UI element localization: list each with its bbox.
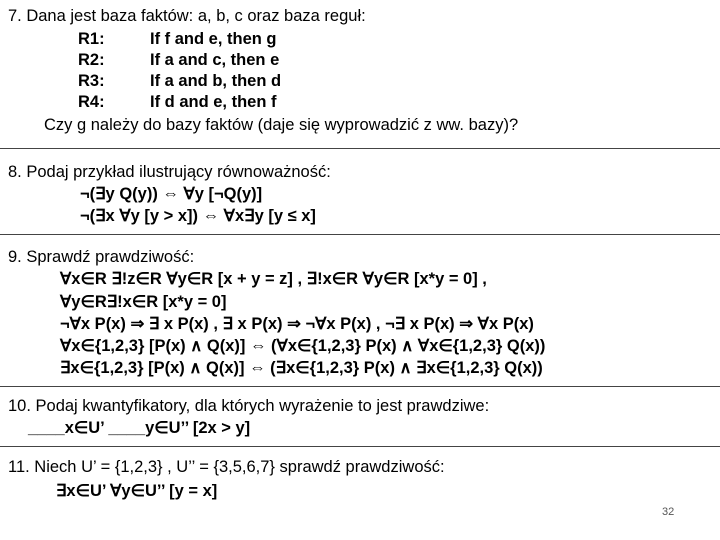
- q7-title: 7. Dana jest baza faktów: a, b, c oraz baza reguł:: [8, 7, 366, 25]
- q10-formula: ____x∈U’ ____y∈U’’ [2x > y]: [28, 419, 251, 437]
- q11-formula: ∃x∈U’ ∀y∈U’’ [y = x]: [56, 482, 218, 500]
- section-divider: [0, 386, 720, 387]
- q9-formula: ∀x∈{1,2,3} [P(x) ∧ Q(x)] ⇔ (∀x∈{1,2,3} P(x) ∧ ∀x∈{1,2,3} Q(x)): [60, 337, 546, 355]
- q7-rule-text: If d and e, then f: [150, 93, 277, 111]
- q8-title: 8. Podaj przykład ilustrujący równoważność:: [8, 163, 331, 181]
- section-divider: [0, 234, 720, 235]
- q7-rule-label: R2:: [78, 51, 105, 69]
- q7-rule-label: R4:: [78, 93, 105, 111]
- q7-rule-text: If a and b, then d: [150, 72, 282, 90]
- q7-rule-text: If a and c, then e: [150, 51, 280, 69]
- page-number: 32: [662, 506, 675, 518]
- q7-rule-text: If f and e, then g: [150, 30, 277, 48]
- q11-title: 11. Niech U’ = {1,2,3} , U’’ = {3,5,6,7} sprawdź prawdziwość:: [8, 458, 445, 476]
- q9-formula: ∀x∈R ∃!z∈R ∀y∈R [x + y = z] , ∃!x∈R ∀y∈R [x*y = 0] ,: [60, 270, 487, 288]
- q7-rule-label: R3:: [78, 72, 105, 90]
- q7-rule-label: R1:: [78, 30, 105, 48]
- q9-formula: ¬∀x P(x) ⇒ ∃ x P(x) , ∃ x P(x) ⇒ ¬∀x P(x) , ¬∃ x P(x) ⇒ ∀x P(x): [60, 315, 534, 333]
- q8-formula: ¬(∃y Q(y)) ⇔ ∀y [¬Q(y)]: [80, 185, 263, 203]
- q9-formula: ∃x∈{1,2,3} [P(x) ∧ Q(x)] ⇔ (∃x∈{1,2,3} P(x) ∧ ∃x∈{1,2,3} Q(x)): [60, 359, 543, 377]
- section-divider: [0, 446, 720, 447]
- section-divider: [0, 148, 720, 149]
- q9-title: 9. Sprawdź prawdziwość:: [8, 248, 195, 266]
- q10-title: 10. Podaj kwantyfikatory, dla których wyrażenie to jest prawdziwe:: [8, 397, 490, 415]
- q7-question: Czy g należy do bazy faktów (daje się wyprowadzić z ww. bazy)?: [44, 116, 519, 134]
- q9-formula: ∀y∈R∃!x∈R [x*y = 0]: [60, 293, 227, 311]
- q8-formula: ¬(∃x ∀y [y > x]) ⇔ ∀x∃y [y ≤ x]: [80, 207, 316, 225]
